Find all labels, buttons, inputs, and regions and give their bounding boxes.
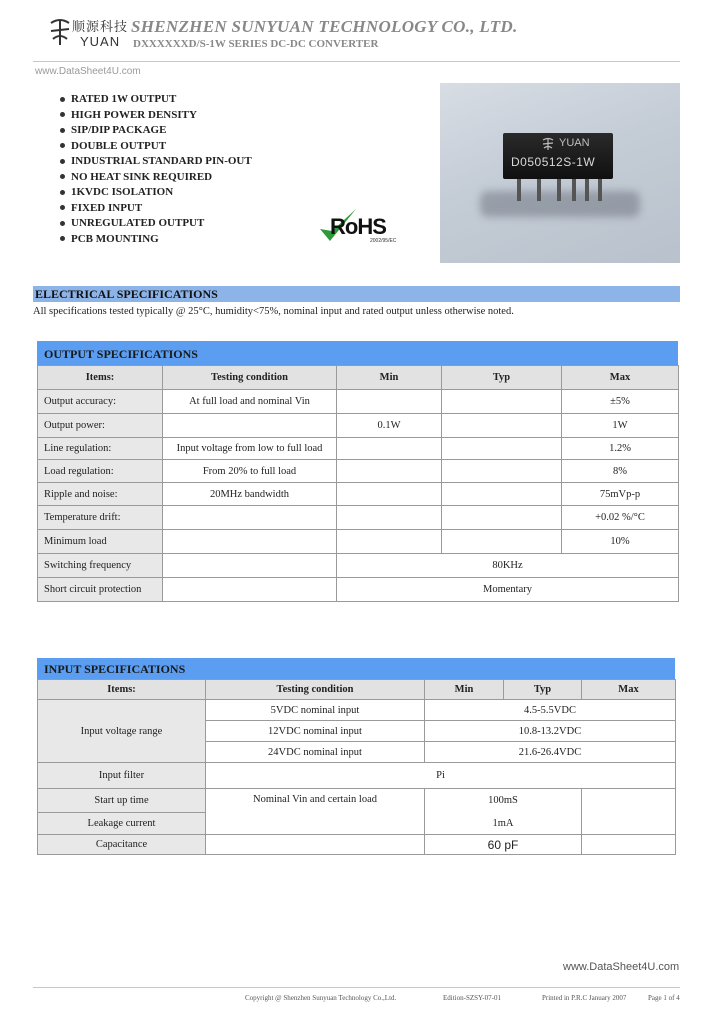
feature-list [60,92,252,247]
header-typ: Typ [504,680,582,700]
header-condition: Testing condition [206,680,425,700]
feature-item: HIGH POWER DENSITY [60,108,252,124]
table-row: Temperature drift: +0.02 %/°C [38,506,679,530]
bottom-watermark-link[interactable]: www.DataSheet4U.com [563,961,680,973]
converter-module [503,133,613,179]
pin [517,179,521,201]
bullet-icon [60,159,65,164]
footer-copyright: Copyright @ Shenzhen Sunyuan Technology Co.,Ltd. [245,994,397,1002]
table-row: 12VDC nominal input 10.8-13.2VDC [38,721,676,742]
input-spec-table [37,679,676,855]
output-spec-table [37,365,679,602]
bullet-icon [60,190,65,195]
table-row: Start up time Nominal Vin and certain load 100mS [38,789,676,813]
rohs-directive: 2002/95/EC [370,238,397,244]
company-name: SHENZHEN SUNYUAN TECHNOLOGY CO., LTD. [131,17,518,36]
header-typ: Typ [442,366,562,390]
output-spec-title: OUTPUT SPECIFICATIONS [44,347,198,361]
header-max: Max [582,680,676,700]
header-max: Max [562,366,679,390]
table-row: Line regulation: Input voltage from low to full load 1.2% [38,438,679,460]
electrical-spec-note: All specifications tested typically @ 25°C, humidity<75%, nominal input and rated output unless otherwise noted. [33,306,514,317]
feature-item: INDUSTRIAL STANDARD PIN-OUT [60,154,252,170]
feature-item: FIXED INPUT [60,201,252,217]
bullet-icon [60,97,65,102]
logo-chinese-name: 顺源科技 [72,20,129,35]
company-logo-icon [47,17,73,47]
header-divider [33,61,680,62]
feature-item: 1KVDC ISOLATION [60,185,252,201]
table-row: Load regulation: From 20% to full load 8% [38,460,679,483]
header-condition: Testing condition [163,366,337,390]
bullet-icon [60,174,65,179]
pin [598,179,602,201]
top-watermark-link[interactable]: www.DataSheet4U.com [35,66,141,77]
bullet-icon [60,112,65,117]
bullet-icon [60,128,65,133]
pin [585,179,589,201]
table-row: Leakage current 1mA [38,813,676,835]
bullet-icon [60,143,65,148]
logo-english-name: YUAN [80,34,121,49]
chip-model-number: D050512S-1W [511,155,596,169]
feature-item: PCB MOUNTING [60,232,252,248]
rohs-badge [318,205,408,245]
series-title: DXXXXXXD/S-1W SERIES DC-DC CONVERTER [133,38,379,50]
footer-printed: Printed in P.R.C January 2007 [542,994,627,1002]
rohs-label: RoHS [330,214,386,239]
input-spec-title: INPUT SPECIFICATIONS [44,662,186,676]
table-row: Output power: 0.1W 1W [38,414,679,438]
chip-brand: YUAN [559,137,590,149]
footer-page-number: Page 1 of 4 [648,994,680,1002]
feature-item: RATED 1W OUTPUT [60,92,252,108]
table-row: Switching frequency 80KHz [38,554,679,578]
header-min: Min [425,680,504,700]
footer-edition: Edition-SZSY-07-01 [443,994,501,1002]
pin [572,179,576,201]
feature-item: NO HEAT SINK REQUIRED [60,170,252,186]
table-header-row [38,366,679,390]
product-photo [440,83,680,263]
pin [537,179,541,201]
header-items: Items: [38,366,163,390]
header-items: Items: [38,680,206,700]
table-row: Short circuit protection Momentary [38,578,679,602]
table-row: Output accuracy: At full load and nominal Vin ±5% [38,390,679,414]
electrical-spec-title: ELECTRICAL SPECIFICATIONS [35,287,218,301]
table-row: Input voltage range 5VDC nominal input 4.5-5.5VDC [38,700,676,721]
chip-logo-icon [541,137,555,151]
table-header-row [38,680,676,700]
bullet-icon [60,236,65,241]
header-min: Min [337,366,442,390]
feature-item: UNREGULATED OUTPUT [60,216,252,232]
footer-divider [33,987,680,988]
pin [557,179,561,201]
feature-item: SIP/DIP PACKAGE [60,123,252,139]
table-row: Input filter Pi [38,763,676,789]
feature-item: DOUBLE OUTPUT [60,139,252,155]
voltage-range-label: Input voltage range [38,700,206,763]
table-row: Minimum load 10% [38,530,679,554]
bullet-icon [60,221,65,226]
table-row: 24VDC nominal input 21.6-26.4VDC [38,742,676,763]
bullet-icon [60,205,65,210]
table-row: Capacitance 60 pF [38,835,676,855]
table-row: Ripple and noise: 20MHz bandwidth 75mVp-p [38,483,679,506]
